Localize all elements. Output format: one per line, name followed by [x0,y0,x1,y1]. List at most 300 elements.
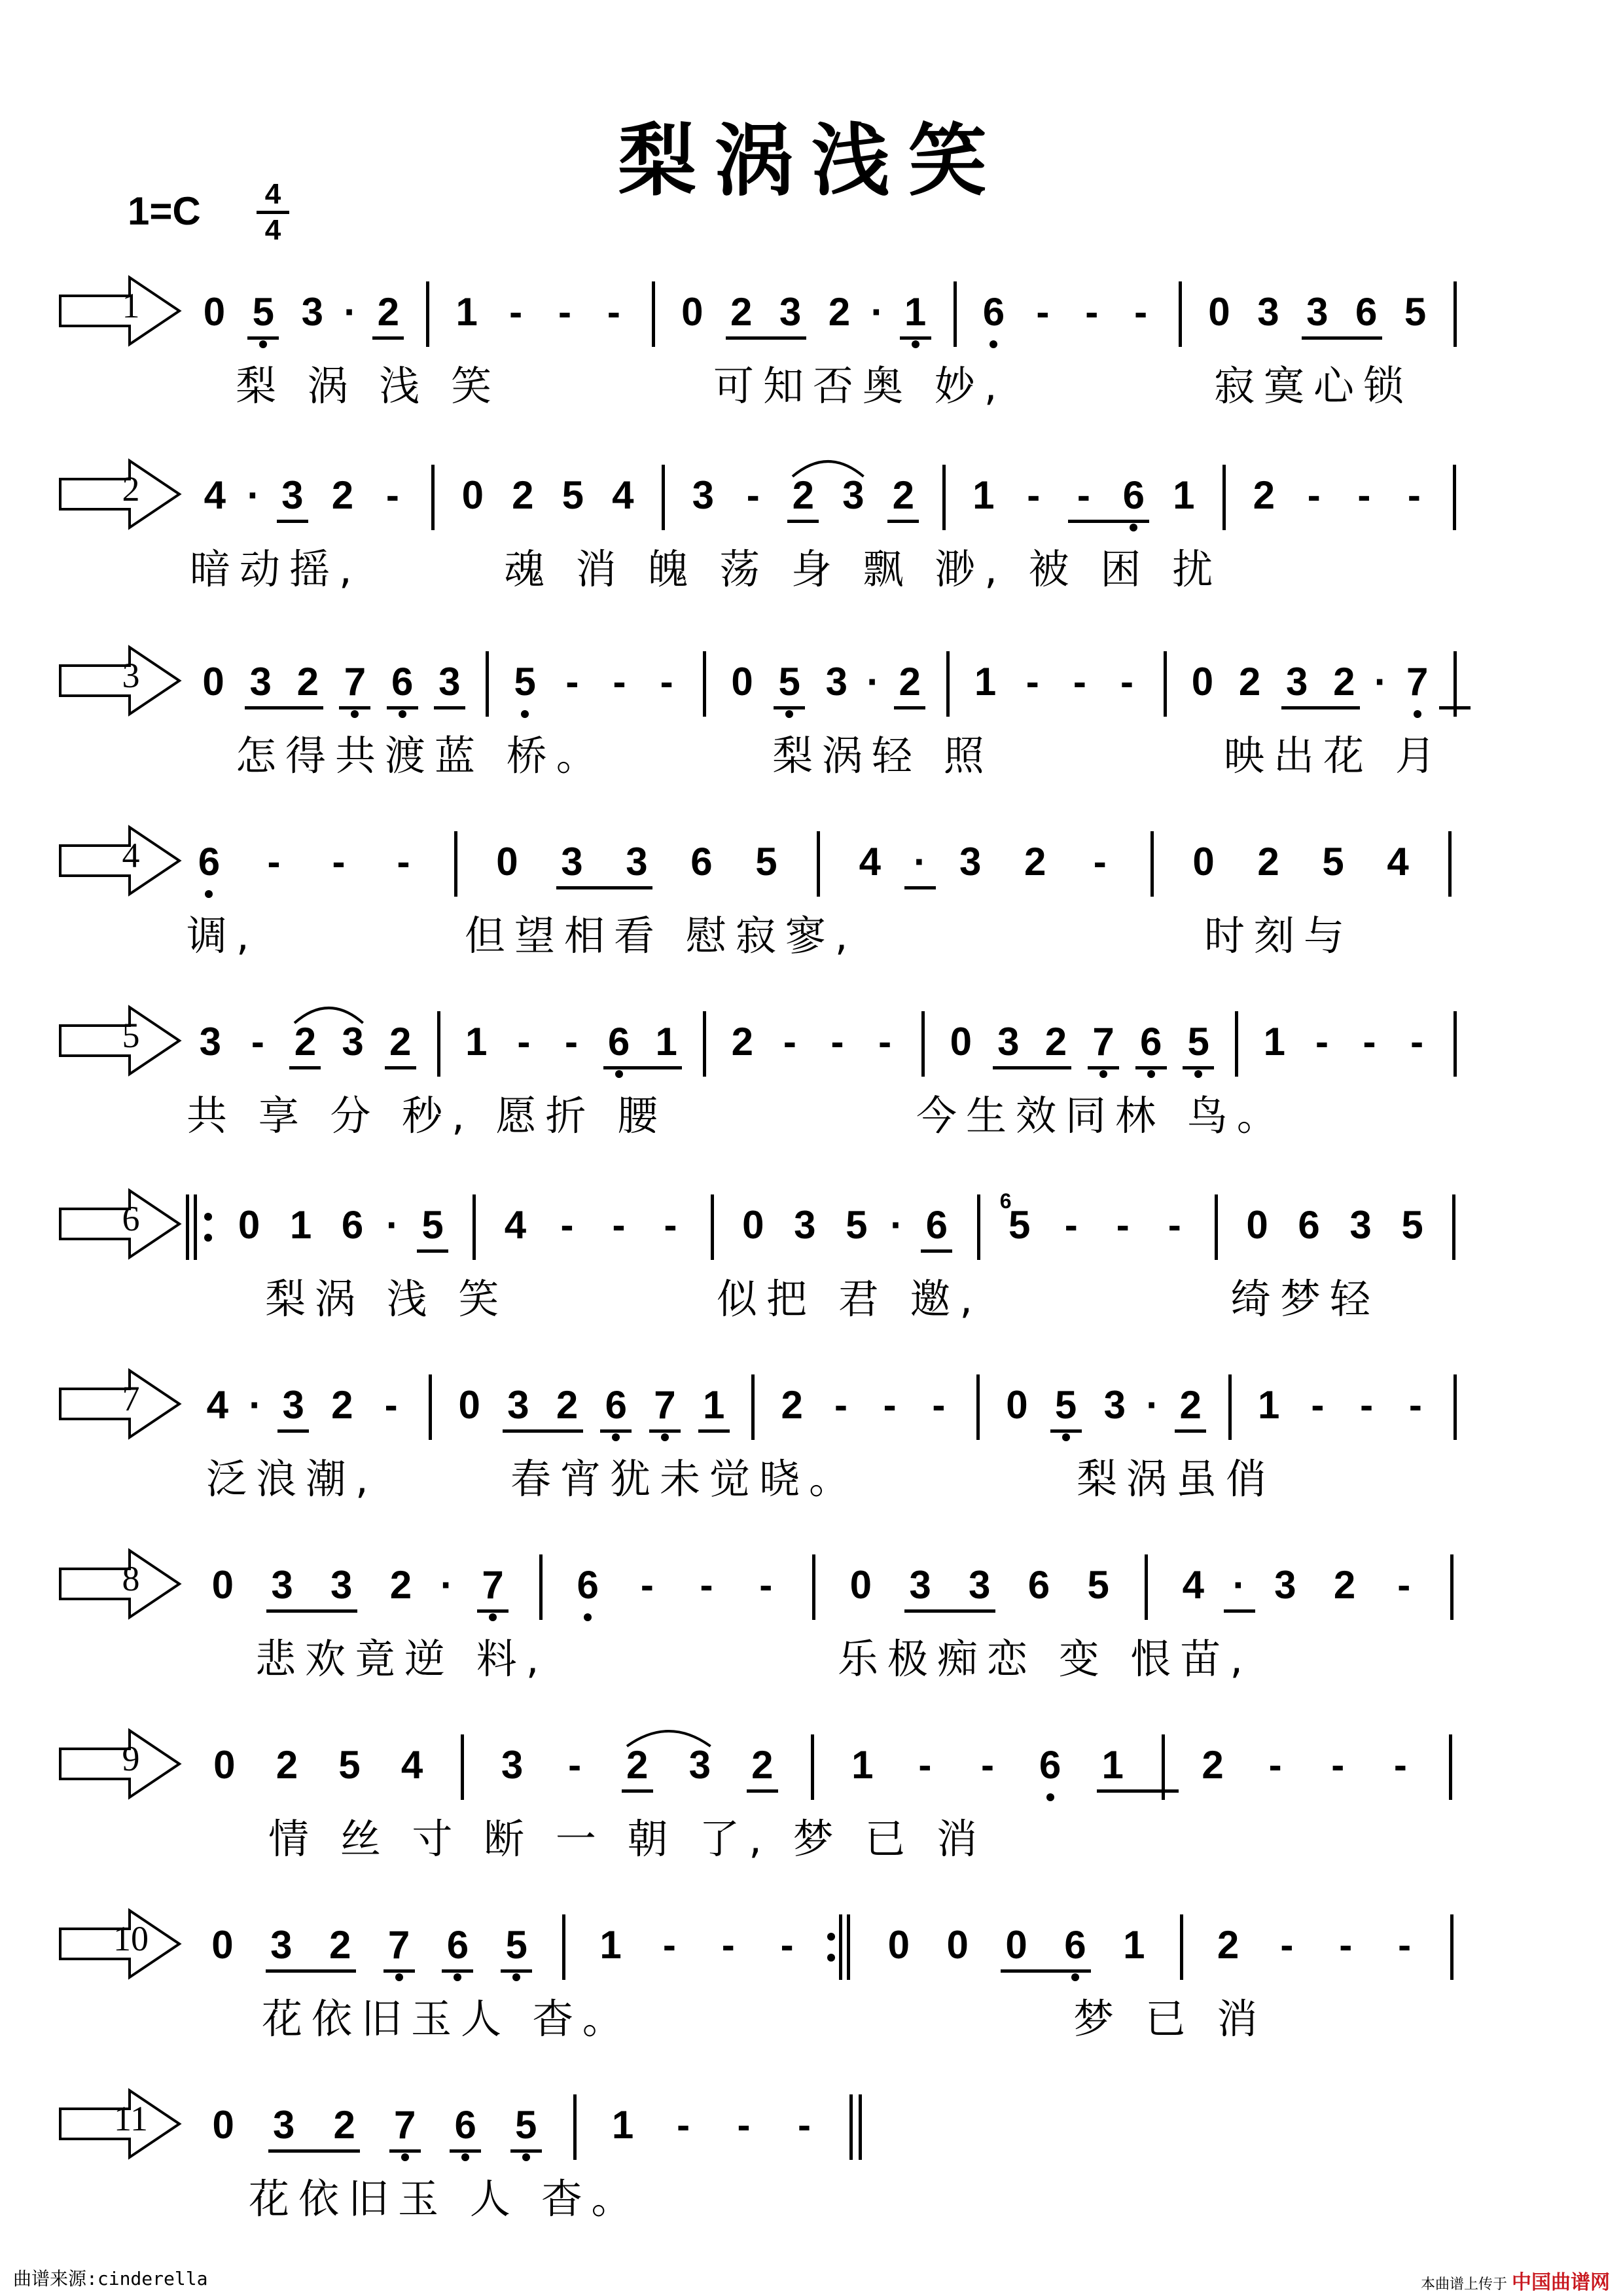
line-number: 9 [122,1739,140,1778]
lyrics-line [0,1083,1623,1142]
beam-underline [904,886,936,889]
notes-line [0,645,1623,717]
low-octave-dot [584,1613,592,1621]
low-octave-dot [1099,1070,1107,1078]
barline [703,1011,706,1077]
note: 2 [389,1020,412,1064]
note: 4 [401,1743,423,1787]
note: 6 [607,1020,630,1064]
barline [1452,1194,1455,1260]
note: 7 [393,2103,416,2147]
barline [976,1374,980,1440]
note-extension: - [565,660,579,704]
beam-underline [245,706,323,709]
note: 3 [842,473,865,517]
beam-underline [649,1429,681,1433]
low-octave-dot [395,1973,403,1981]
beam-underline [904,1609,995,1613]
note: 6 [198,840,221,884]
note: 0 [742,1203,764,1247]
barline [847,1914,850,1980]
note: 4 [1387,840,1409,884]
note-extension: - [798,2103,811,2147]
note-extension: - [613,660,626,704]
slur [790,453,866,479]
note: 3 [1306,290,1329,334]
beam-underline [774,706,805,709]
barline [429,1374,432,1440]
note: 5 [505,1923,527,1967]
note: 2 [899,660,921,704]
note: 5 [1008,1203,1031,1247]
note: 2 [1333,660,1355,704]
notes-line [0,1005,1623,1077]
lyric-phrase: 今生效同林 鸟。 [916,1092,1287,1139]
note-extension: - [558,290,571,334]
notes-line [0,1368,1623,1440]
score-line [0,1368,1623,1551]
note: 1 [465,1020,488,1064]
note-extension: - [1407,473,1421,517]
note: 6 [605,1383,627,1427]
augmentation-dot: · [247,473,260,517]
note: 5 [755,840,777,884]
note: 4 [204,473,226,517]
note-extension: - [980,1743,994,1787]
low-octave-dot [461,2153,469,2161]
note-extension: - [883,1383,897,1427]
lyric-phrase: 但望相看 慰寂寥, [465,912,857,960]
note-extension: - [251,1020,264,1064]
note: 3 [959,840,982,884]
beam-underline [1001,1969,1091,1973]
low-octave-dot [661,1433,669,1441]
note: 1 [703,1383,725,1427]
note: 1 [972,473,995,517]
lyric-phrase: 绮梦轻 [1230,1275,1380,1323]
grace-note: 6 [999,1189,1012,1213]
beam-underline [417,1249,448,1253]
note-extension: - [746,473,760,517]
note: 6 [925,1203,948,1247]
note: 6 [454,2103,476,2147]
note-extension: - [783,1020,796,1064]
line-number: 8 [122,1559,140,1598]
note: 2 [512,473,534,517]
note: 5 [1404,290,1427,334]
note: 0 [1005,1923,1027,1967]
note-extension: - [932,1383,946,1427]
note: 1 [655,1020,677,1064]
note: 5 [338,1743,361,1787]
notes-line [0,1188,1623,1260]
note: 7 [387,1923,410,1967]
beam-underline [1302,336,1382,340]
lyric-phrase: 梨涡 浅 笑 [265,1275,508,1323]
low-octave-dot [205,890,213,898]
note: 3 [249,660,272,704]
beam-underline [921,1249,952,1253]
note: 3 [688,1743,711,1787]
note-extension: - [1116,1203,1130,1247]
beam-underline [434,706,465,709]
note: 3 [273,2103,295,2147]
note-extension: - [1331,1743,1345,1787]
note-extension: - [759,1563,773,1607]
notes-line [0,825,1623,897]
lyric-phrase: 怎得共渡蓝 桥。 [236,732,606,780]
lyrics-line [0,1446,1623,1505]
barline [1164,651,1167,717]
lyric-phrase: 共 享 分 秒, 愿折 腰 [187,1092,668,1139]
beam-underline [1224,1609,1255,1613]
lyric-phrase: 花依旧玉 人 杳。 [249,2175,641,2223]
note: 2 [1044,1020,1067,1064]
note: 3 [301,290,323,334]
note: 5 [778,660,800,704]
low-octave-dot [351,710,359,718]
note: 2 [792,473,815,517]
note: 3 [1349,1203,1372,1247]
lyric-phrase: 似把 君 邀, [717,1275,982,1323]
note: 0 [681,290,704,334]
note: 2 [1179,1383,1202,1427]
barline [194,1194,197,1260]
footer-brand: 中国曲谱网 [1512,2271,1610,2294]
note: 2 [294,1020,317,1064]
note-extension: - [1363,1020,1376,1064]
note: 7 [482,1563,504,1607]
note-extension: - [560,1203,574,1247]
beam-underline [510,2149,542,2153]
line-number: 7 [122,1379,140,1418]
note: 3 [692,473,714,517]
note: 5 [846,1203,868,1247]
note: 2 [377,290,400,334]
note-extension: - [1408,1383,1422,1427]
note: 0 [496,840,518,884]
note: 0 [887,1923,910,1967]
beam-underline [266,1609,357,1613]
note-extension: - [1311,1383,1325,1427]
note: 0 [458,1383,480,1427]
beam-underline [556,886,652,889]
note-extension: - [385,473,399,517]
low-octave-dot [1414,710,1421,718]
line-number: 3 [122,656,140,695]
barline [431,465,435,530]
lyric-phrase: 映出花 月 [1224,732,1445,780]
line-number: 6 [122,1199,140,1238]
note: 0 [849,1563,872,1607]
barline [751,1374,755,1440]
barline [539,1554,543,1620]
note: 1 [1173,473,1195,517]
barline [703,651,706,717]
beam-underline [501,1969,532,1973]
note-extension: - [267,840,281,884]
note: 0 [946,1923,969,1967]
note-extension: - [677,2103,690,2147]
note: 3 [997,1020,1020,1064]
beam-underline [387,706,418,709]
beam-underline [266,1969,356,1973]
lyric-phrase: 梨涡虽俏 [1077,1455,1276,1503]
low-octave-dot [912,340,919,348]
note-extension: - [1397,1563,1411,1607]
note-extension: - [700,1563,713,1607]
barline [711,1194,714,1260]
augmentation-dot: · [870,290,884,334]
note: 2 [296,660,319,704]
low-octave-dot [785,710,793,718]
augmentation-dot: · [866,660,880,704]
note: 5 [1087,1563,1109,1607]
note: 2 [276,1743,298,1787]
note: 3 [825,660,847,704]
low-octave-dot [512,1973,520,1981]
low-octave-dot [615,1070,623,1078]
notes-line [0,2088,1623,2160]
line-number: 11 [114,2099,148,2138]
note-extension: - [1398,1923,1412,1967]
note: 3 [1257,290,1279,334]
note: 1 [289,1203,312,1247]
note: 3 [342,1020,364,1064]
note-extension: - [737,2103,751,2147]
note: 7 [654,1383,676,1427]
lyrics-line [0,1806,1623,1865]
note: 5 [1322,840,1344,884]
note: 3 [969,1563,991,1607]
note-extension: - [1085,290,1099,334]
low-octave-dot [1130,524,1137,531]
beam-underline [1183,1066,1214,1069]
note: 6 [391,660,414,704]
note: 3 [1103,1383,1126,1427]
barline [954,281,957,347]
note: 3 [1274,1563,1296,1607]
note: 2 [1202,1743,1224,1787]
barline [662,465,665,530]
barline [977,1194,980,1260]
note-extension: - [1360,1383,1374,1427]
note-extension: - [1268,1743,1282,1787]
low-octave-dot [1062,1433,1070,1441]
lyric-phrase: 梦 已 消 [1073,1995,1267,2043]
line-number: 10 [113,1919,149,1958]
note: 5 [562,473,584,517]
beam-underline [1439,706,1471,709]
line-number: 2 [122,469,140,509]
lyric-phrase: 暗动摇, [190,545,361,593]
beam-underline [385,1066,416,1069]
note: 0 [238,1203,260,1247]
note: 3 [507,1383,529,1427]
barline [1235,1011,1238,1077]
lyric-phrase: 调, [187,912,259,960]
note: 7 [1092,1020,1115,1064]
note-extension: - [568,1743,582,1787]
barline [811,1734,814,1800]
note: 2 [731,1020,754,1064]
note-extension: - [918,1743,932,1787]
augmentation-dot: · [1232,1563,1246,1607]
lyric-phrase: 魂 消 魄 荡 身 飘 渺, 被 困 扰 [504,545,1222,593]
note: 0 [950,1020,972,1064]
note: 2 [1217,1923,1240,1967]
note: 4 [504,1203,527,1247]
barline [1179,281,1182,347]
lyric-phrase: 悲欢竟逆 料, [255,1635,548,1683]
beam-underline [247,336,279,340]
note-extension: - [612,1203,626,1247]
lyrics-line [0,1986,1623,2045]
note: 4 [1182,1563,1204,1607]
barline [1454,281,1457,347]
lyric-phrase: 寂寞心锁 [1214,362,1414,410]
note-extension: - [640,1563,654,1607]
note: 7 [1406,660,1429,704]
barline [473,1194,476,1260]
score-line [0,458,1623,641]
lyrics-line [0,723,1623,782]
score-line [0,2088,1623,2271]
note: 3 [626,840,648,884]
note: 1 [974,660,997,704]
lyrics-line [0,1626,1623,1685]
note: 2 [1333,1563,1356,1607]
note-extension: - [662,1923,676,1967]
note: 0 [1191,660,1214,704]
barline [839,1914,842,1980]
note: 1 [1263,1020,1286,1064]
barline [1450,1914,1454,1980]
note-extension: - [1073,660,1086,704]
note-extension: - [664,1203,677,1247]
beam-underline [600,1429,632,1433]
beam-underline [603,1066,683,1069]
barline [186,1194,189,1260]
note-extension: - [780,1923,794,1967]
note-extension: - [1168,1203,1181,1247]
note: 4 [612,473,634,517]
footer-upload [1421,2266,1610,2295]
note-extension: - [607,290,620,334]
lyrics-line [0,537,1623,596]
beam-underline [339,706,370,709]
beam-underline [1281,706,1360,709]
note: 2 [730,290,753,334]
low-octave-dot [521,710,529,718]
note: 2 [1257,840,1279,884]
score-line [0,1188,1623,1371]
note: 2 [626,1743,649,1787]
note-extension: - [1315,1020,1329,1064]
beam-underline [622,1789,653,1793]
note: 0 [1006,1383,1028,1427]
beam-underline [887,520,919,523]
note: 6 [1064,1923,1086,1967]
beam-underline [389,2149,421,2153]
barline [573,2094,577,2160]
note: 2 [1024,840,1046,884]
barline [942,465,946,530]
note: 1 [611,2103,634,2147]
note: 2 [751,1743,774,1787]
note-extension: - [830,1020,844,1064]
note: 1 [851,1743,874,1787]
note: 5 [1401,1203,1423,1247]
note: 0 [211,1563,234,1607]
beam-underline [383,1969,415,1973]
score-line [0,1005,1623,1188]
repeat-dot [204,1213,212,1221]
note: 4 [206,1383,229,1427]
note: 1 [599,1923,622,1967]
note: 7 [344,660,366,704]
note: 4 [859,840,881,884]
low-octave-dot [454,1973,461,1981]
lyrics-line [0,2166,1623,2225]
barline [1145,1554,1148,1620]
barline [946,651,950,717]
note: 2 [1238,660,1261,704]
barline [486,651,489,717]
notes-line [0,275,1623,347]
note: 3 [271,1563,293,1607]
augmentation-dot: · [1146,1383,1160,1427]
note: 1 [904,290,927,334]
note-extension: - [834,1383,847,1427]
barline [817,831,820,897]
barline [921,1011,925,1077]
lyric-phrase: 花依旧玉人 杳。 [262,1995,632,2043]
time-signature [257,178,289,247]
note: 2 [892,473,915,517]
beam-underline [277,520,308,523]
augmentation-dot: · [249,1383,262,1427]
line-number: 1 [122,286,140,325]
score-line [0,1548,1623,1731]
note: 6 [1027,1563,1050,1607]
note: 3 [438,660,461,704]
note-extension: - [565,1020,578,1064]
barline [652,281,655,347]
beam-underline [442,1969,473,1973]
lyric-phrase: 时刻与 [1204,912,1354,960]
note: 3 [282,1383,304,1427]
low-octave-dot [522,2153,530,2161]
note: 3 [1286,660,1308,704]
lyrics-line [0,353,1623,412]
note: 3 [281,473,304,517]
note: 0 [1246,1203,1268,1247]
augmentation-dot: · [1374,660,1387,704]
note-extension: - [1134,290,1148,334]
score-line [0,1908,1623,2091]
note: 2 [556,1383,579,1427]
note: 6 [1355,290,1378,334]
low-octave-dot [259,340,267,348]
note: 2 [389,1563,412,1607]
score-line [0,825,1623,1008]
note: 5 [1187,1020,1209,1064]
lyric-phrase: 春宵犹未觉晓。 [510,1455,859,1503]
note-extension: - [1339,1923,1353,1967]
note-extension: - [1036,290,1050,334]
augmentation-dot: · [344,290,357,334]
